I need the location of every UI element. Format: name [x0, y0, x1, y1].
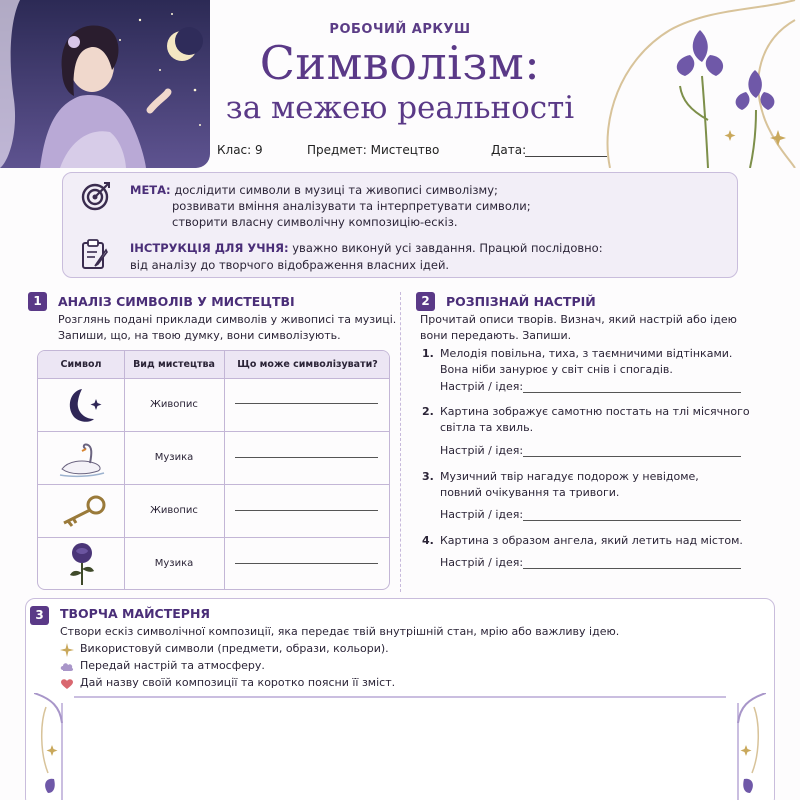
answer-line[interactable] [235, 563, 378, 564]
rose-icon [64, 541, 100, 587]
goal-line-3: створити власну символічну композицію-ескіз. [172, 215, 458, 229]
section-3-title: ТВОРЧА МАЙСТЕРНЯ [60, 606, 211, 621]
instruction-line-1: уважно виконуй усі завдання. Працюй послідовно: [292, 241, 603, 255]
table-header-meaning: Що може символізувати? [237, 359, 378, 370]
table-divider [124, 351, 125, 589]
table-cell-art: Живопис [150, 505, 198, 516]
section-1-number: 1 [28, 292, 47, 311]
mood-label: Настрій / ідея: [440, 444, 524, 457]
instruction-line-2: від аналізу до творчого відображення власних ідей. [130, 258, 450, 272]
mood-answer-line[interactable] [523, 456, 741, 457]
table-cell-art: Музика [154, 452, 194, 463]
section-2-title: РОЗПІЗНАЙ НАСТРІЙ [446, 294, 596, 309]
section-2-desc-2: вони передають. Запиши. [420, 329, 572, 342]
table-header-symbol: Символ [60, 359, 102, 370]
table-cell-art: Музика [154, 558, 194, 569]
crescent-moon-star-icon [60, 385, 104, 427]
heart-icon [60, 676, 74, 690]
date-field[interactable] [525, 156, 607, 157]
symbols-table [37, 350, 390, 590]
answer-line[interactable] [235, 457, 378, 458]
sparkle-icon [60, 642, 74, 656]
page-subtitle: за межею реальності [225, 90, 575, 126]
bullet-text: Передай настрій та атмосферу. [80, 659, 265, 672]
mood-item-text: Картина зображує самотню постать на тлі місячного [440, 405, 750, 418]
mood-item-number: 1. [422, 347, 434, 360]
mood-label: Настрій / ідея: [440, 380, 524, 393]
bullet-text: Використовуй символи (предмети, образи, кольори). [80, 642, 389, 655]
bullet-text: Дай назву своїй композиції та коротко поясни її зміст. [80, 676, 396, 689]
mood-item-number: 3. [422, 470, 434, 483]
swan-icon [56, 439, 108, 479]
table-divider [38, 431, 389, 432]
date-label: Дата: [491, 143, 527, 157]
mood-label: Настрій / ідея: [440, 508, 524, 521]
goal-text [130, 182, 531, 230]
page-title: Символізм: [259, 36, 541, 90]
table-divider [38, 484, 389, 485]
target-icon [80, 180, 112, 212]
mood-answer-line[interactable] [523, 520, 741, 521]
mood-item-text: Мелодія повільна, тиха, з таємничими відтінками. [440, 347, 733, 360]
clipboard-pencil-icon [80, 238, 110, 270]
goal-line-2: розвивати вміння аналізувати та інтерпретувати символи; [172, 199, 531, 213]
mood-item-text: повний очікування та тривоги. [440, 486, 620, 499]
section-divider [400, 292, 401, 592]
table-cell-art: Живопис [150, 399, 198, 410]
section-3-number: 3 [30, 606, 49, 625]
mood-item-number: 2. [422, 405, 434, 418]
mood-label: Настрій / ідея: [440, 556, 524, 569]
goal-label: МЕТА: [130, 183, 171, 197]
table-divider [38, 537, 389, 538]
cloud-icon [60, 659, 74, 673]
mood-item-text: Музичний твір нагадує подорож у невідоме, [440, 470, 699, 483]
mood-item-text: світла та хвиль. [440, 421, 534, 434]
section-2-number: 2 [416, 292, 435, 311]
answer-line[interactable] [235, 510, 378, 511]
key-icon [56, 493, 108, 529]
goal-line-1: дослідити символи в музиці та живописі символізму; [174, 183, 498, 197]
mood-answer-line[interactable] [523, 568, 741, 569]
section-1-desc-1: Розглянь подані приклади символів у живописі та музиці. [58, 313, 397, 326]
subject-label: Предмет: Мистецтво [307, 143, 440, 157]
section-1-desc-2: Запиши, що, на твою думку, вони символізують. [58, 329, 341, 342]
answer-line[interactable] [235, 403, 378, 404]
mood-answer-line[interactable] [523, 392, 741, 393]
mood-item-text: Вона ніби занурює у світ снів і спогадів. [440, 363, 673, 376]
table-header-art-type: Вид мистецтва [133, 359, 215, 370]
mood-item-text: Картина з образом ангела, який летить над містом. [440, 534, 743, 547]
section-3-desc: Створи ескіз символічної композиції, яка передає твій внутрішній стан, мрію або важливу ідею. [60, 625, 620, 638]
sketch-drawing-area[interactable] [34, 693, 766, 800]
instruction-text [130, 240, 603, 274]
mood-item-number: 4. [422, 534, 434, 547]
instruction-label: ІНСТРУКЦІЯ ДЛЯ УЧНЯ: [130, 241, 289, 255]
worksheet-kicker: РОБОЧИЙ АРКУШ [329, 22, 471, 37]
grade-label: Клас: 9 [217, 143, 263, 157]
section-1-title: АНАЛІЗ СИМВОЛІВ У МИСТЕЦТВІ [58, 294, 295, 309]
section-2-desc-1: Прочитай описи творів. Визнач, який настрій або ідею [420, 313, 737, 326]
table-divider [224, 351, 225, 589]
